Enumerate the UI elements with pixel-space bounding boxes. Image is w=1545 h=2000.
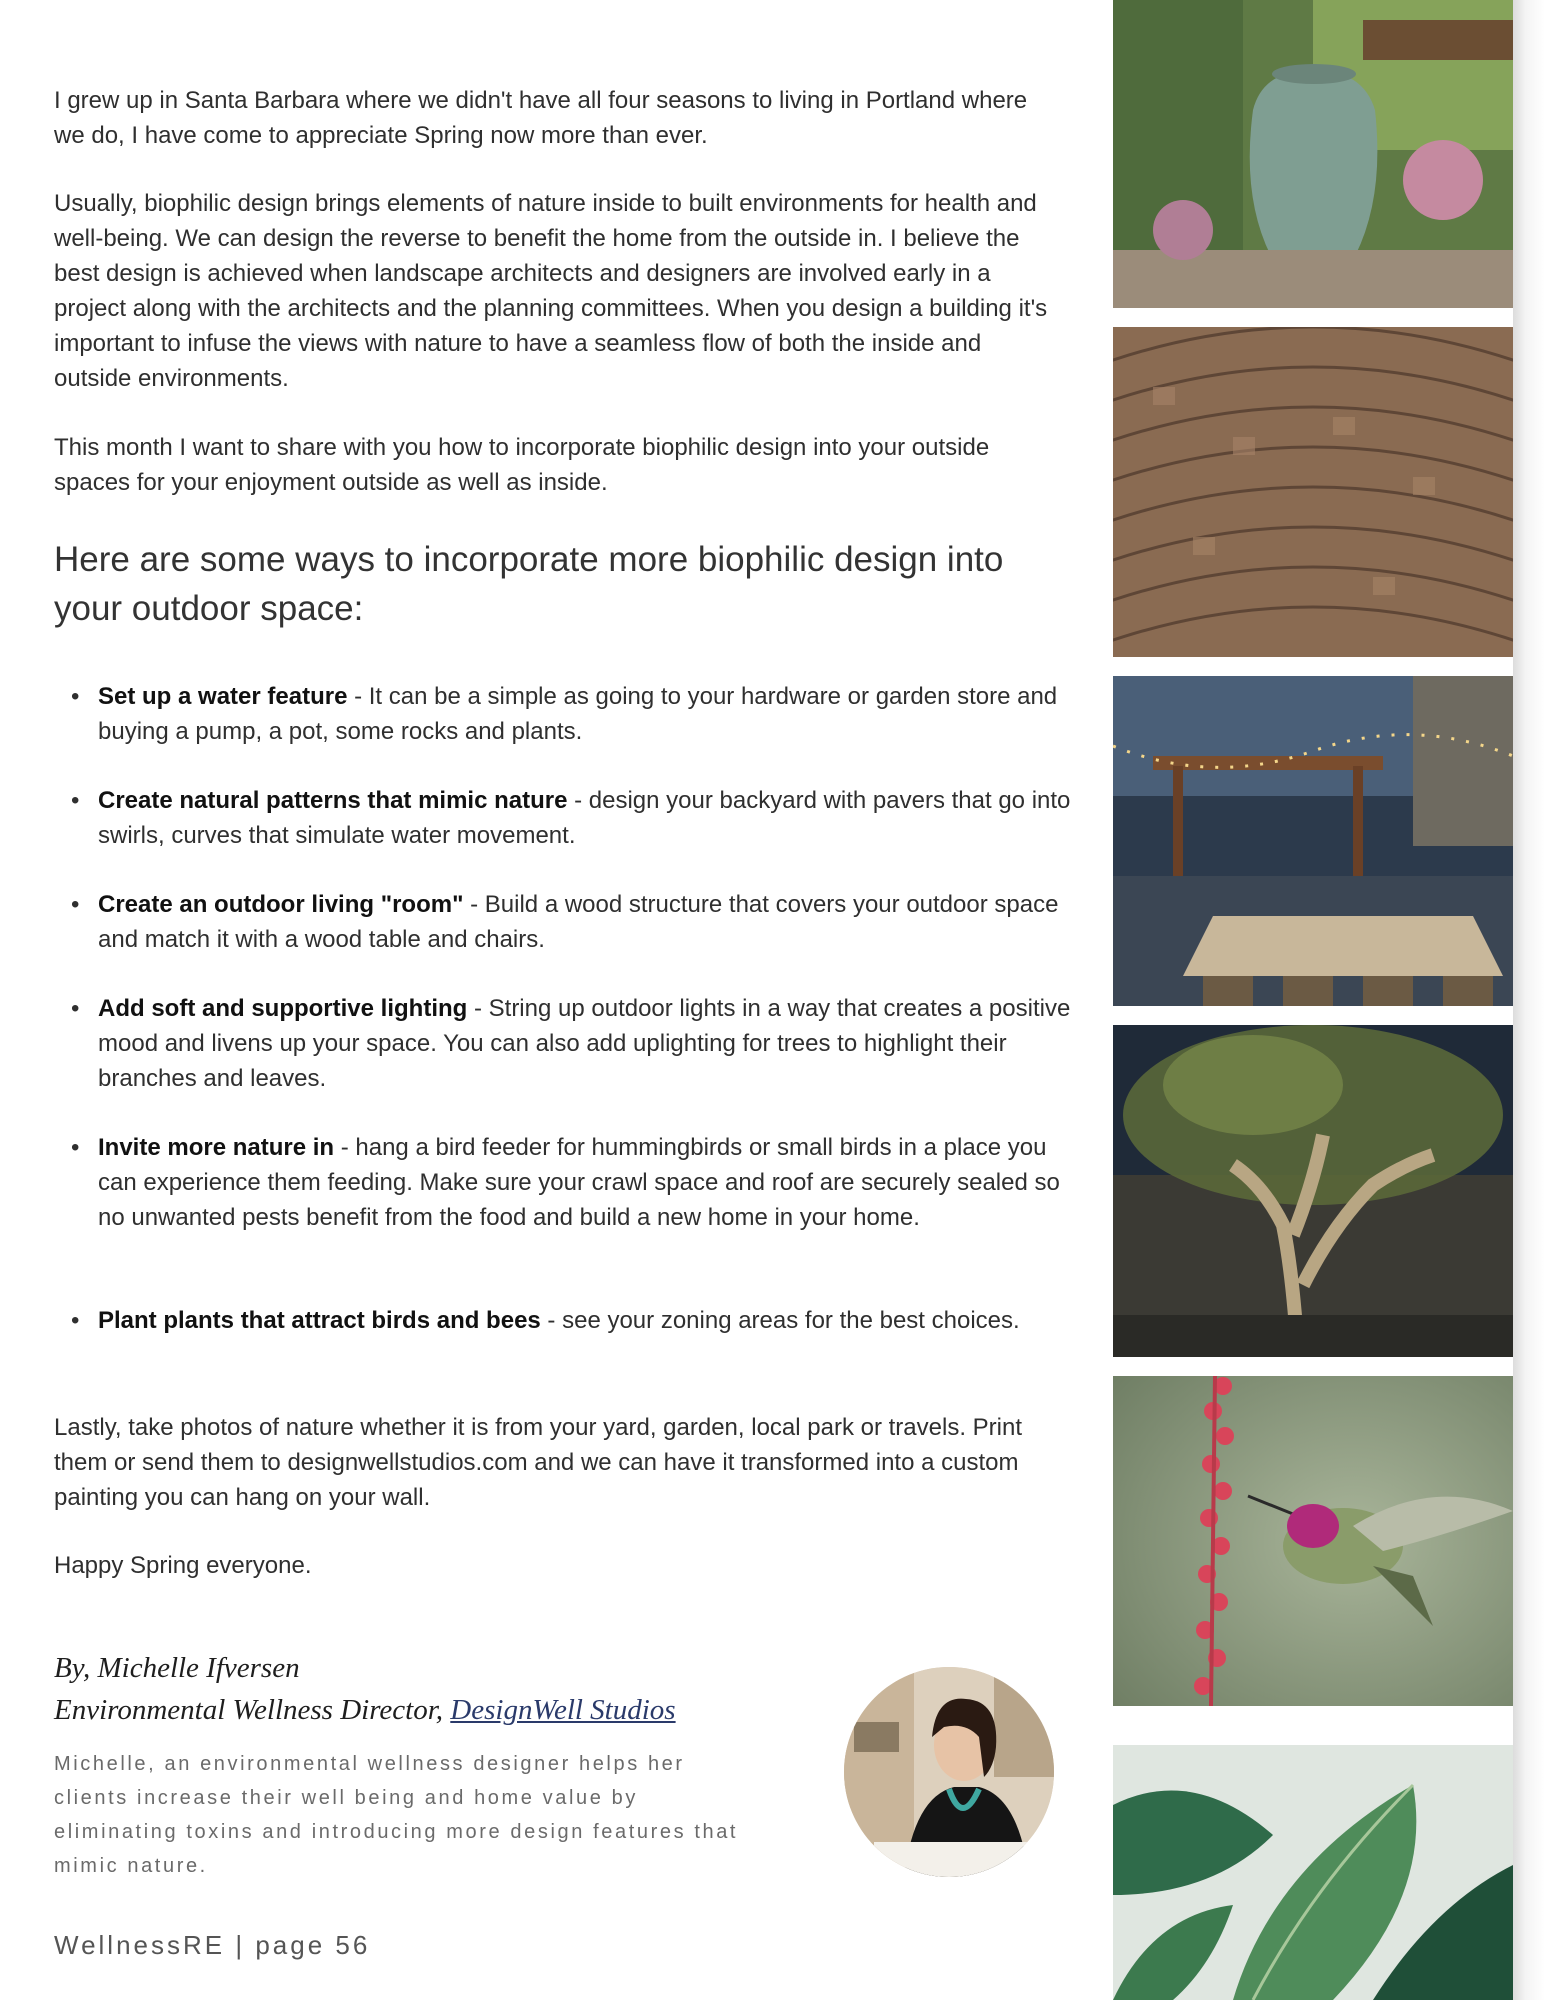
- list-item: [71, 783, 1088, 853]
- list-item: [71, 679, 1088, 749]
- hummingbird-photo: [1113, 1376, 1513, 1706]
- company-link[interactable]: DesignWell Studios: [450, 1694, 676, 1726]
- bullet-icon: •: [71, 1307, 80, 1334]
- tip-title: Set up a water feature: [98, 683, 348, 710]
- tip-text: - String up outdoor lights in a way that creates a positive mood and livens up your space. You can also add uplighting for trees to highlight their branches and leaves.: [98, 995, 1071, 1092]
- list-item: [71, 1303, 1088, 1338]
- section-heading: Here are some ways to incorporate more biophilic design into your outdoor space:: [54, 540, 1004, 628]
- list-item: [71, 991, 1088, 1096]
- tip-title: Create an outdoor living "room": [98, 891, 464, 918]
- author-byline: By, Michelle Ifversen: [54, 1652, 300, 1684]
- signoff: Happy Spring everyone.: [54, 1552, 312, 1579]
- tip-text: - hang a bird feeder for hummingbirds or small birds in a place you can experience them feeding. Make sure your crawl space and roof are securely sealed so no unwanted pests benefit from the food and build a new home in your home.: [98, 1134, 1060, 1231]
- tip-text: - It can be a simple as going to your hardware or garden store and buying a pump, a pot, some rocks and plants.: [98, 683, 1058, 745]
- photo-sidebar: [1113, 0, 1513, 2000]
- author-avatar: [844, 1667, 1054, 1877]
- tip-title: Create natural patterns that mimic nature: [98, 787, 568, 814]
- tree-uplighting-photo: [1113, 1025, 1513, 1357]
- closing-paragraph: Lastly, take photos of nature whether it is from your yard, garden, local park or travels. Print them or send them to designwellstudios.com and we can have it transformed into a custom painting you can hang on your wall.: [54, 1414, 1023, 1511]
- author-bio: Michelle, an environmental wellness designer helps her clients increase their well being and home value by eliminating toxins and introducing more design features that mimic nature.: [54, 1753, 739, 1877]
- tip-text: - design your backyard with pavers that go into swirls, curves that simulate water movement.: [98, 787, 1071, 849]
- bullet-icon: •: [71, 995, 80, 1022]
- page-footer: WellnessRE | page 56: [54, 1930, 371, 1960]
- bullet-icon: •: [71, 683, 80, 710]
- page-edge-shadow: [1513, 0, 1545, 2000]
- intro-paragraph-3: This month I want to share with you how to incorporate biophilic design into your outside spaces for your enjoyment outside as well as inside.: [54, 434, 990, 496]
- list-item: [71, 887, 1088, 957]
- bullet-icon: •: [71, 891, 80, 918]
- intro-paragraph-1: I grew up in Santa Barbara where we didn't have all four seasons to living in Portland where we do, I have come to appreciate Spring now more than ever.: [54, 87, 1028, 149]
- bullet-icon: •: [71, 1134, 80, 1161]
- tip-text: - see your zoning areas for the best choices.: [540, 1307, 1020, 1334]
- tropical-leaves-painting: [1113, 1745, 1513, 2000]
- pavers-photo: [1113, 327, 1513, 657]
- tip-title: Plant plants that attract birds and bees: [98, 1307, 541, 1334]
- list-item: [71, 1130, 1088, 1235]
- bullet-icon: •: [71, 787, 80, 814]
- intro-paragraph-2: Usually, biophilic design brings elements of nature inside to built environments for health and well-being. We can design the reverse to benefit the home from the outside in. I believe the best design is achieved when landscape architects and designers are involved early in a project along with the architects and the planning committees. When you design a building it's important to infuse the views with nature to have a seamless flow of both the inside and outside environments.: [54, 190, 1048, 392]
- outdoor-room-photo: [1113, 676, 1513, 1006]
- water-feature-photo: [1113, 0, 1513, 308]
- author-role-text: Environmental Wellness Director,: [54, 1694, 451, 1726]
- author-role: [54, 1690, 676, 1731]
- tip-text: - Build a wood structure that covers your outdoor space and match it with a wood table and chairs.: [98, 891, 1059, 953]
- tip-title: Add soft and supportive lighting: [98, 995, 468, 1022]
- tip-title: Invite more nature in: [98, 1134, 335, 1161]
